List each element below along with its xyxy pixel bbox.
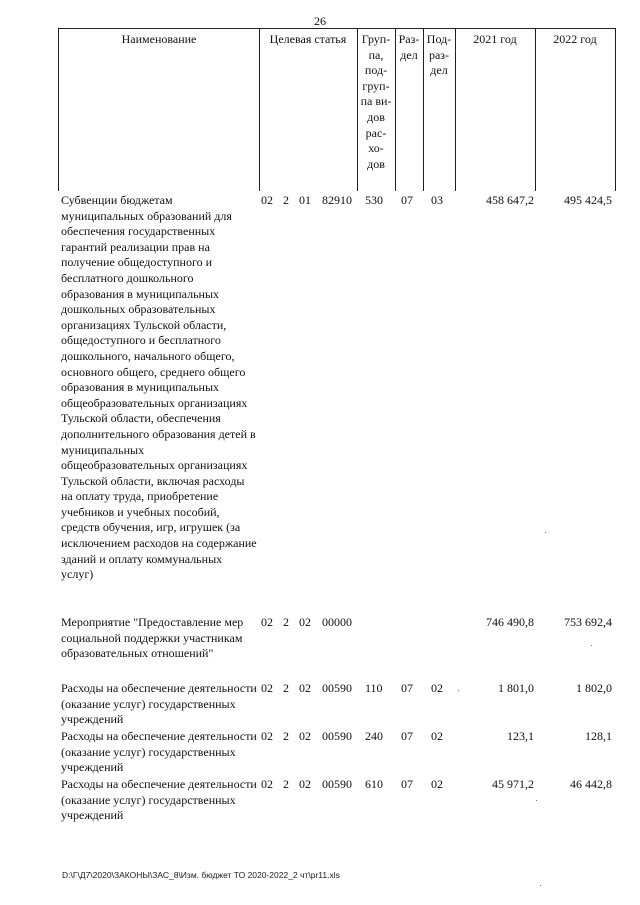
- row-name: Субвенции бюджетам муниципальных образований для обеспечения государственных гарантий реализации прав на получение общедоступного и бесплатного дошкольного образования в муниципальных дошкольных образовательных организациях Тульской области, общедоступного и бесплатного дошкольного, начального общего, основного общего, среднего общего образования в муниципальных общеобразовательных организациях Тульской области, обеспечения дополнительного образования детей в муниципальных общеобразовательных организациях Тульской области, включая расходы на оплату труда, приобретение учебников и учебных пособий, средств обучения, игр, игрушек (за исключением расходов на содержание зданий и оплату коммунальных услуг): [61, 193, 257, 582]
- table-header: [58, 28, 616, 191]
- target-code-part: 02: [299, 729, 311, 743]
- target-code-part: 02: [261, 193, 273, 207]
- target-code-part: 2: [283, 193, 289, 207]
- target-code-part: 82910: [322, 193, 352, 207]
- target-code-part: 02: [299, 681, 311, 695]
- subsection-code: 03: [431, 193, 443, 207]
- amount-2021: 123,1: [507, 729, 534, 743]
- target-code-part: 2: [283, 681, 289, 695]
- subsection-code: 02: [431, 729, 443, 743]
- target-code-part: 02: [261, 615, 273, 629]
- target-code-part: 02: [261, 681, 273, 695]
- amount-2022: 753 692,4: [564, 615, 612, 629]
- target-code-part: 02: [261, 777, 273, 791]
- scan-speck: [540, 885, 541, 886]
- section-code: 07: [401, 681, 413, 695]
- target-code-part: 02: [299, 777, 311, 791]
- header-subsection: Под- раз- дел: [426, 32, 452, 78]
- target-code-part: 02: [261, 729, 273, 743]
- scan-speck: [458, 690, 459, 691]
- row-name: Мероприятие "Предоставление мер социальной поддержки участникам образовательных отношений": [61, 615, 244, 661]
- target-code-part: 01: [299, 193, 311, 207]
- group-code: 110: [365, 681, 383, 695]
- target-code-part: 00590: [322, 681, 352, 695]
- row-name: Расходы на обеспечение деятельности (оказание услуг) государственных учреждений: [61, 681, 257, 727]
- target-code-part: 2: [283, 615, 289, 629]
- header-group: Груп- па, под- груп- па ви- дов рас- хо- дов: [360, 32, 392, 171]
- target-code-part: 02: [299, 615, 311, 629]
- column-divider: [259, 29, 260, 191]
- header-target: Целевая статья: [269, 32, 347, 46]
- amount-2021: 458 647,2: [486, 193, 534, 207]
- scan-speck: [591, 645, 592, 646]
- header-name: Наименование: [121, 32, 197, 46]
- amount-2021: 45 971,2: [492, 777, 534, 791]
- target-code-part: 00590: [322, 777, 352, 791]
- column-divider: [535, 29, 536, 191]
- section-code: 07: [401, 777, 413, 791]
- group-code: 240: [365, 729, 383, 743]
- row-name: Расходы на обеспечение деятельности (оказание услуг) государственных учреждений: [61, 777, 257, 823]
- header-2021: 2021 год: [473, 32, 517, 46]
- page-number: 26: [314, 14, 326, 28]
- target-code-part: 00000: [322, 615, 352, 629]
- amount-2022: 1 802,0: [576, 681, 612, 695]
- subsection-code: 02: [431, 681, 443, 695]
- header-section: Раз- дел: [398, 32, 420, 62]
- column-divider: [455, 29, 456, 191]
- section-code: 07: [401, 193, 413, 207]
- amount-2021: 1 801,0: [498, 681, 534, 695]
- amount-2022: 495 424,5: [564, 193, 612, 207]
- scan-speck: [536, 800, 537, 801]
- scan-speck: [545, 532, 546, 533]
- amount-2022: 46 442,8: [570, 777, 612, 791]
- file-path-footer: D:\Г\Д7\2020\ЗАКОНЫ\ЗАС_8\Изм. бюджет ТО 2020-2022_2 чт\pr11.xls: [62, 870, 340, 880]
- target-code-part: 00590: [322, 729, 352, 743]
- target-code-part: 2: [283, 777, 289, 791]
- subsection-code: 02: [431, 777, 443, 791]
- group-code: 610: [365, 777, 383, 791]
- amount-2021: 746 490,8: [486, 615, 534, 629]
- row-name: Расходы на обеспечение деятельности (оказание услуг) государственных учреждений: [61, 729, 257, 775]
- group-code: 530: [365, 193, 383, 207]
- header-2022: 2022 год: [553, 32, 597, 46]
- target-code-part: 2: [283, 729, 289, 743]
- amount-2022: 128,1: [585, 729, 612, 743]
- section-code: 07: [401, 729, 413, 743]
